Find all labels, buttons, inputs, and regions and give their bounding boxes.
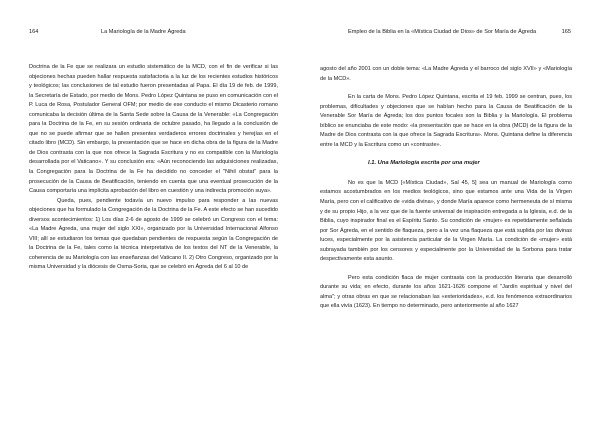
right-page <box>300 0 600 423</box>
section-subheading: I.1. Una Mariología escrita por una mujer <box>368 160 480 167</box>
paragraph: En la carta de Mons. Pedro López Quintana, escrita el 19 feb. 1999 se centran, pues, los problemas, dificultades y objeciones que se habían hecho para la Causa de Beatificación de la Venerable Sor María de Ágreda; los dos puntos focales son la Biblia y la Mariología. El problema bíblico se enunciaba de este modo: «la presentación que se hace en la obra (MCD) de la figura de la Madre de Dios contrasta con la que ofrece la Sagrada Escritura». Mons. Quintana define la diferencia entre la MCD y la Escritura como un «contraste». <box>320 94 572 148</box>
right-page-body <box>320 65 572 312</box>
left-page-header <box>29 27 280 37</box>
left-running-head: La Mariología de la Madre Ágreda <box>101 29 186 35</box>
right-page-header <box>320 27 571 37</box>
right-running-head: Empleo de la Biblia en la «Mística Ciudad de Dios» de Sor María de Ágreda <box>348 29 537 35</box>
paragraph: Pero esta condición flaca de mujer contrasta con la producción literaria que desarrolló durante su vida; en efecto, durante los años 1621-1626 compone el "Jardín espiritual y nivel del alma"; y otras obras en que se relacionaban las «exterioridades», e.d. los fenómenos extraordinarios que ella vivía (1623). En tiempo no determinado, pero anteriormente al año 1627 <box>320 274 572 310</box>
left-page-body <box>29 63 278 273</box>
right-page-number: 165 <box>561 29 571 35</box>
paragraph: agosto del año 2001 con un doble tema: «La Madre Ágreda y el barroco del siglo XVII» y «Mariología de la MCD». <box>320 66 572 82</box>
paragraph: No es que la MCD [«Mística Ciudad», Sal 45, 5] sea un manual de Mariología como estamos acostumbrados en los medios teológicos, sino que estamos ante una Vida de la Virgen María, pero con el calificativo de «vida divina», y donde María aparece como hermeneuta de sí misma y de su propio Hijo, a la vez que de la fuente universal de inspiración entregada a la Iglesia, e.d. de la Biblia, cuyo inspirador final es el Espíritu Santo. Su condición de «mujer» es repetidamente señalada por Sor Ágreda, en el sentido de flaqueza, pero a la vez una flaqueza que está suplida por las divinas luces, especialmente por la asistencia particular de la Virgen María. La condición de «mujer» está subrayada también por los censores y especialmente por la Universidad de la Sorbona para tratar despectivamente esta asunto. <box>320 179 572 263</box>
left-page-number: 164 <box>29 29 39 35</box>
paragraph: Doctrina de la Fe que se realizara un estudio sistemático de la MCD, con el fin de verificar si las objeciones hechas pueden hallar respuesta satisfactoria a la luz de los recientes estudios históricos y teológicos; las conclusiones de tal estudio fueron presentadas al Papa. El día 19 de feb. de 1999, la Secretaría de Estado, por medio de Mons. Pedro López Quintana se puso en comunicación con el P. Luca de Rosa, Postulador General OFM; por medio de ese conducto el mismo Dicasterio romano comunicaba la decisión última de la Santa Sede sobre la Causa de la Venerable: «La Congregación para la Doctrina de la Fe, en su sesión ordinaria de octubre pasado, ha llegado a la conclusión de que no se puede afirmar que se hallen presentes verdaderos errores doctrinales y herejías en el citado libro (MCD). Sin embargo, la presentación que se hace en dicha obra de la figura de la Madre de Dios contrasta con la que nos ofrece la Sagrada Escritura y no es compatible con la Mariología desarrollada por el Vaticano». Y su conclusión era: «Aún reconociendo las adquisiciones realizadas, la Congregación para la Doctrina de la Fe ha decidido no conceder el "Nihil obstat" para la prosecución de la Causa de Beatificación, teniendo en cuenta que una eventual prosecución de la Causa comportaría una implícita aprobación del libro en cuestión y una indirecta promoción suya». <box>29 64 278 195</box>
paragraph: Queda, pues, pendiente todavía un nuevo impulso para responder a las nuevas objeciones que ha formulado la Congregación de la Doctrina de la Fe. A este efecto se han sucedido diversos acontecimientos: 1) Los días 2-6 de agosto de 1999 se celebró un Congreso con el tema: «La Madre Ágreda, una mujer del siglo XXI», organizado por la Universidad Internacional Alfonso VIII; allí se estudiaron los temas que quedaban pendientes de respuesta según la Congregación de la Doctrina de la Fe, tales como la técnica interpretativa de los textos del NT de la Venerable, la coherencia de su Mariología con las enseñanzas del Vaticano II. 2) Otro Congreso, organizado por la misma Universidad y la diócesis de Osma-Soria, que se celebró en Ágreda del 6 al 10 de <box>29 197 278 271</box>
